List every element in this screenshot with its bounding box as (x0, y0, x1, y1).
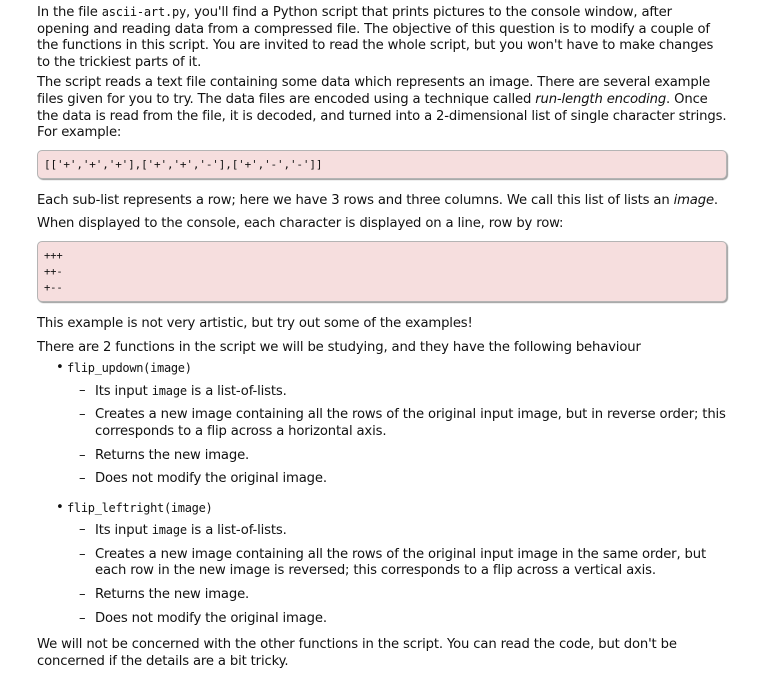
list-item (37, 611, 727, 628)
sublist-paragraph (37, 193, 727, 210)
closing-paragraph: We will not be concerned with the other functions in the script. You can read the code, but don't be concerned if the details are a bit tricky. (37, 637, 677, 669)
input-text-end: is a list-of-lists. (186, 383, 287, 399)
creates-text: Creates a new image containing all the rows of the original input image, but in reverse order; this corresponds to a flip across a horizontal axis. (95, 407, 726, 439)
sublist-text-end: . (713, 192, 718, 208)
dash-icon: – (79, 471, 86, 487)
list-item (37, 587, 727, 604)
function-item-flip-updown (37, 360, 727, 488)
filename-code: ascii-art.py (101, 5, 187, 19)
list-item (37, 383, 727, 401)
no-modify-text: Does not modify the original image. (95, 471, 327, 487)
function-item-flip-leftright (37, 500, 727, 628)
no-modify-text: Does not modify the original image. (95, 610, 327, 626)
input-text-start: Its input (95, 383, 152, 399)
sublist-text-start: Each sub-list represents a row; here we have 3 rows and three columns. We call this list of lists an (37, 192, 674, 208)
list-item (37, 547, 727, 580)
creates-text: Creates a new image containing all the rows of the original input image in the same order, but each row in the new image is reversed; this corresponds to a flip across a vertical axis. (95, 546, 706, 579)
bullet-icon: • (56, 360, 64, 376)
example-list-code: [['+','+','+'],['+','+','-'],['+','-','-']] (44, 157, 323, 171)
functions-intro-paragraph: There are 2 functions in the script we will be studying, and they have the following behaviour (37, 339, 641, 355)
function-behaviour-list (67, 383, 727, 488)
input-text-end: is a list-of-lists. (186, 523, 287, 539)
dash-icon: – (79, 447, 86, 463)
example-row-1: +++ (44, 249, 63, 262)
image-parameter-code: image (151, 523, 187, 538)
example-list-code-box (37, 150, 727, 179)
dash-icon: – (79, 407, 86, 423)
returns-text: Returns the new image. (95, 447, 250, 463)
function-signature: flip_leftright(image) (67, 500, 213, 515)
dash-icon: – (79, 382, 86, 398)
function-behaviour-list (67, 522, 727, 627)
run-length-encoding-term: run-length encoding (535, 91, 667, 107)
example-row-3: +-- (44, 281, 63, 294)
input-text-start: Its input (95, 523, 152, 539)
script-text-end: . Once the data is read from the file, it is decoded, and turned into a 2-dimensional list of single character strings. For example: (37, 91, 727, 141)
dash-icon: – (79, 546, 86, 562)
intro-text-end: , you'll find a Python script that prints pictures to the console window, after opening and reading data from a compressed file. The objective of this question is to modify a couple of the functions in this script. You are invited to read the whole script, but you won't have to make changes to the trickiest parts of it. (37, 5, 714, 70)
list-item (37, 448, 727, 465)
list-item (37, 522, 727, 540)
dash-icon: – (79, 522, 86, 538)
function-signature: flip_updown(image) (67, 361, 192, 376)
image-term: image (673, 192, 714, 208)
script-text-start: The script reads a text file containing some data which represents an image. There are several example files given for you to try. The data files are encoded using a technique called (37, 75, 711, 107)
example-rows-code-box (37, 241, 727, 302)
list-item (37, 407, 727, 440)
bullet-icon: • (56, 499, 64, 515)
console-display-paragraph: When displayed to the console, each character is displayed on a line, row by row: (37, 216, 564, 232)
artistic-paragraph: This example is not very artistic, but try out some of the examples! (37, 315, 473, 331)
dash-icon: – (79, 610, 86, 626)
image-parameter-code: image (151, 383, 187, 398)
list-item (37, 471, 727, 488)
script-description-paragraph (37, 75, 727, 141)
example-row-2: ++- (44, 265, 63, 278)
intro-text-start: In the file (37, 5, 102, 20)
document-page (37, 4, 727, 670)
intro-paragraph (37, 4, 727, 71)
dash-icon: – (79, 587, 86, 603)
returns-text: Returns the new image. (95, 587, 250, 603)
